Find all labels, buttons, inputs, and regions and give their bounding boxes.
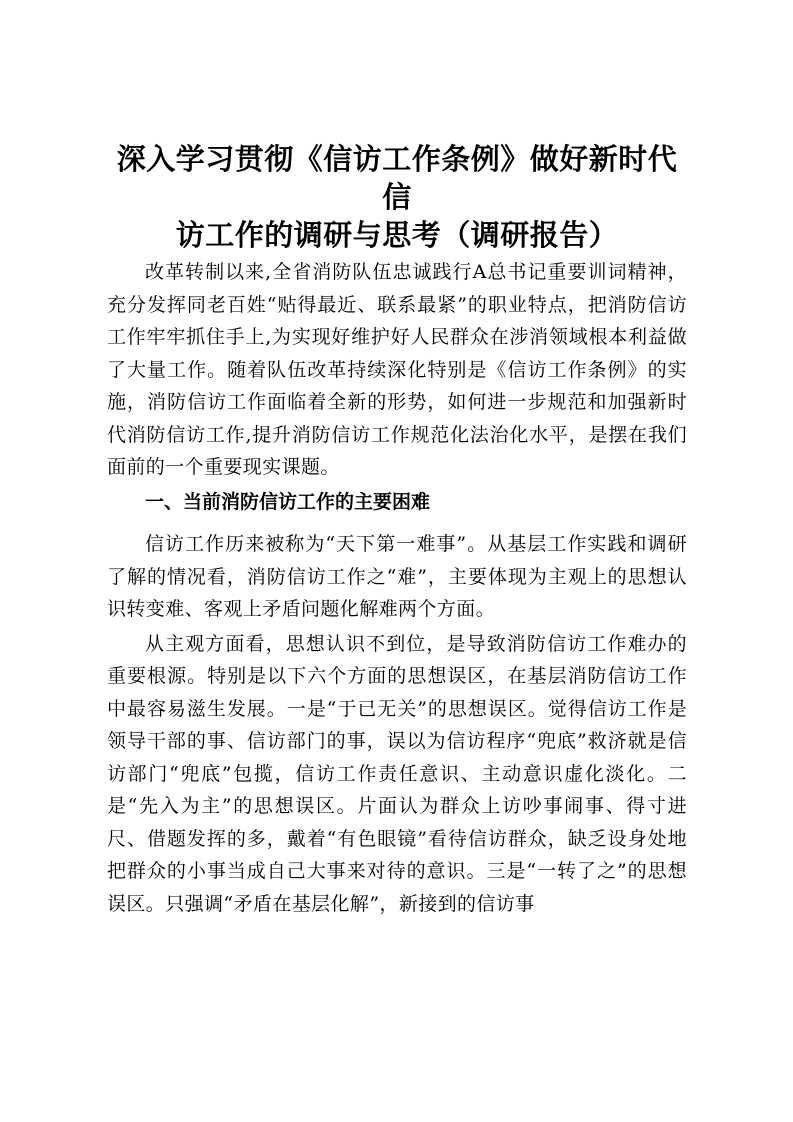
body-paragraph: 信访工作历来被称为“天下第一难事”。从基层工作实践和调研了解的情况看，消防信访工作之“难”，主要体现为主观上的思想认识转变难、客观上矛盾问题化解难两个方面。 (107, 533, 687, 620)
title-line-1: 深入学习贯彻《信访工作条例》做好新时代信 (116, 142, 678, 214)
section-heading: 一、当前消防信访工作的主要困难 (145, 490, 431, 513)
document-title (107, 140, 687, 254)
title-line-2: 访工作的调研与思考（调研报告） (175, 218, 619, 252)
body-paragraph: 从主观方面看，思想认识不到位，是导致消防信访工作难办的重要根源。特别是以下六个方面的思想误区，在基层消防信访工作中最容易滋生发展。一是“于已无关”的思想误区。觉得信访工作是领导干部的事、信访部门的事，误以为信访程序“兜底”救济就是信访部门“兜底”包揽，信访工作责任意识、主动意识虚化淡化。二是“先入为主”的思想误区。片面认为群众上访吵事闹事、得寸进尺、借题发挥的多，戴着“有色眼镜”看待信访群众，缺乏设身处地把群众的小事当成自己大事来对待的意识。三是“一转了之”的思想误区。只强调“矛盾在基层化解”，新接到的信访事 (107, 632, 687, 915)
document-body (107, 140, 687, 920)
intro-paragraph: 改革转制以来,全省消防队伍忠诚践行A总书记重要训词精神，充分发挥同老百姓“贴得最近、联系最紧”的职业特点，把消防信访工作牢牢抓住手上,为实现好维护好人民群众在涉消领域根本利益做了大量工作。随着队伍改革持续深化特别是《信访工作条例》的实施，消防信访工作面临着全新的形势，如何进一步规范和加强新时代消防信访工作,提升消防信访工作规范化法治化水平，是摆在我们面前的一个重要现实课题。 (107, 261, 687, 478)
